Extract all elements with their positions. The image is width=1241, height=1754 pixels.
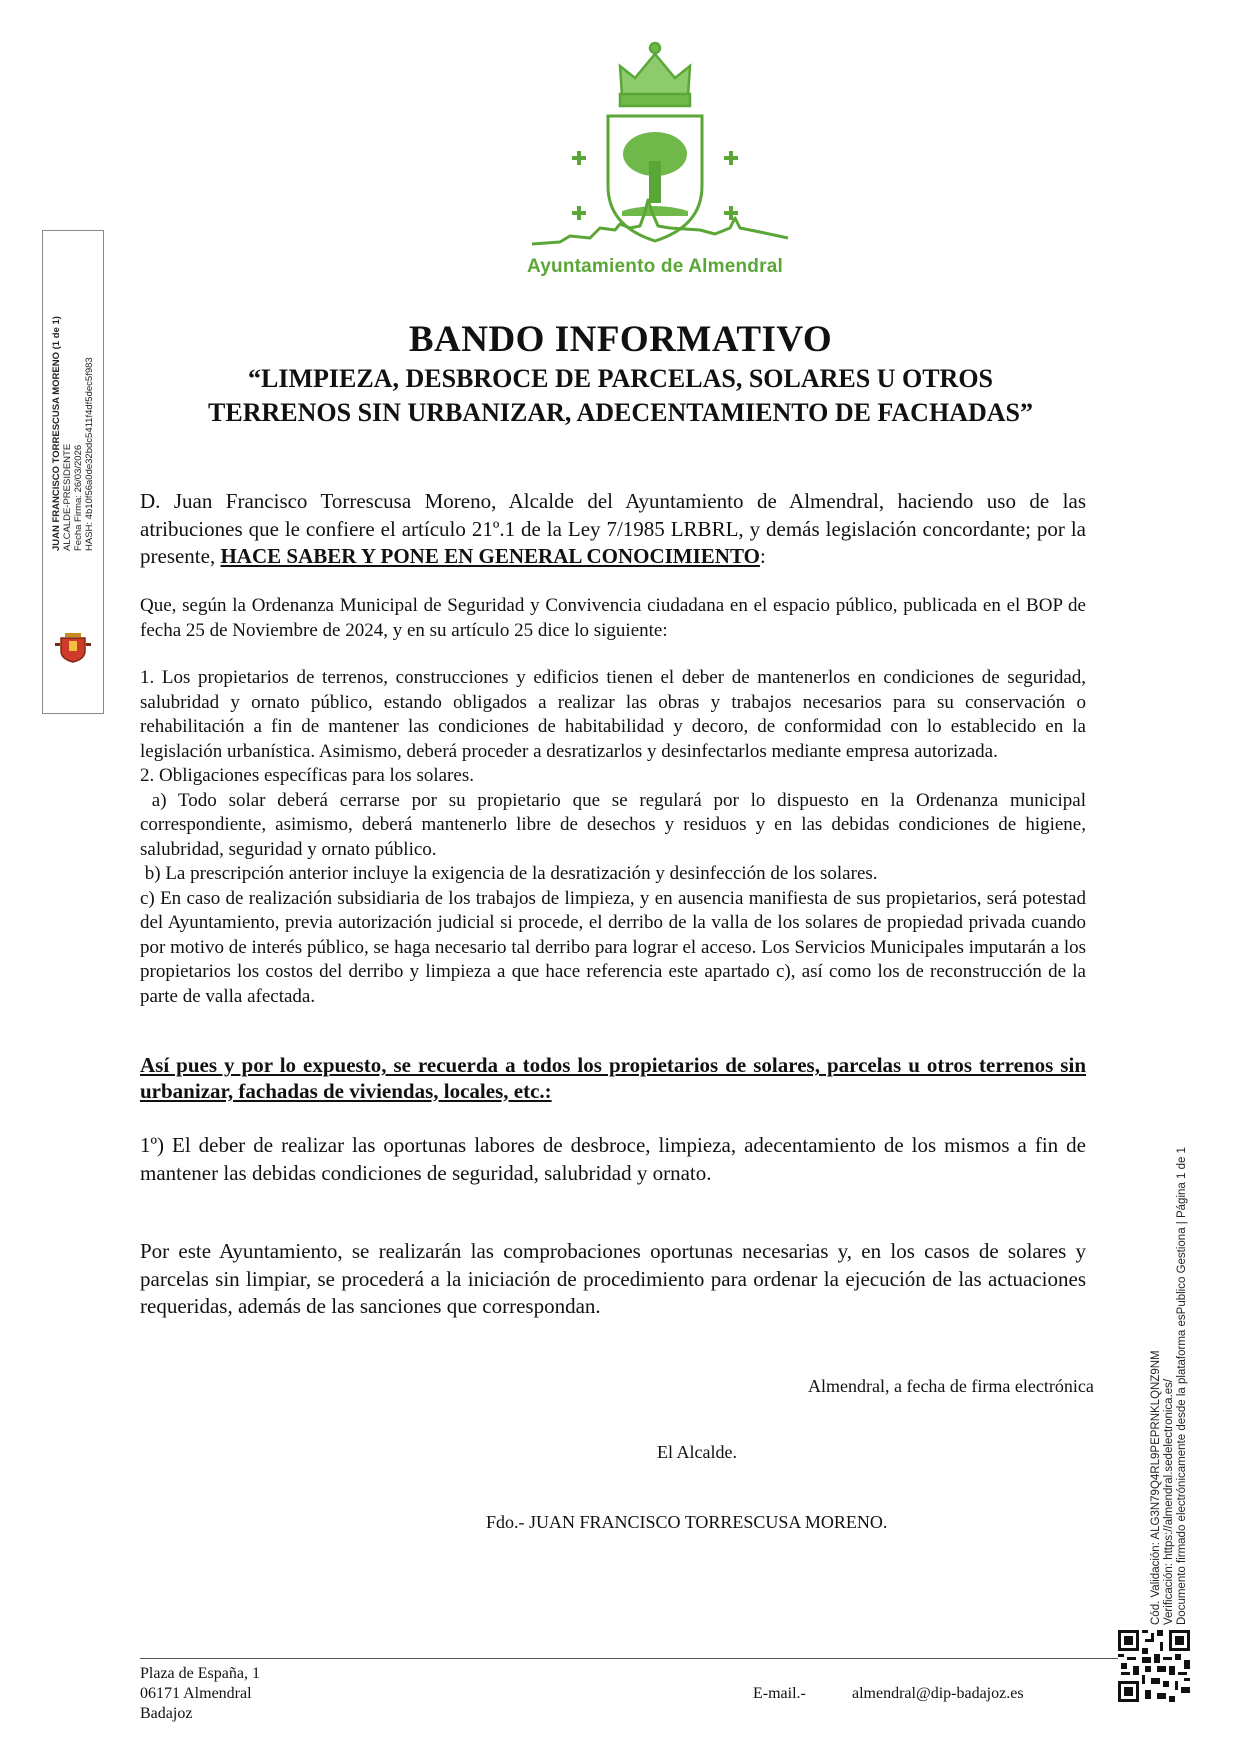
municipal-seal-icon (53, 629, 93, 663)
article-point-2a: a) Todo solar deberá cerrarse por su propietario que se regulará por lo dispuesto en la Ordenanza municipal correspondiente, asimismo, deberá mantenerlo libre de desechos y residuos y en las debidas condiciones de higiene, salubridad, seguridad y ornato público. (140, 789, 1091, 860)
verification-strip (1150, 1095, 1200, 1625)
article-point-2c: c) En caso de realización subsidiaria de los trabajos de limpieza, y en ausencia manifiesta de sus propietarios, será potestad del Ayuntamiento, previa autorización judicial si procede, el derribo de la valla de los solares de propiedad privada cuando por motivo de interés público, se haga necesario tal derribo para lograr el acceso. Los Servicios Municipales imputarán a los propietarios los costos del derribo y limpieza a que hace referencia este apartado c), así como los de reconstrucción de la parte de valla afectada. (140, 887, 1086, 1007)
skyline-icon (530, 198, 790, 250)
subtitle-line-1: “LIMPIEZA, DESBROCE DE PARCELAS, SOLARES U OTROS (248, 364, 993, 393)
signer-name: JUAN FRANCISCO TORRESCUSA MORENO (51, 352, 62, 551)
footer-address-1: Plaza de España, 1 (140, 1665, 260, 1682)
validation-code: Cód. Validación: ALG3N79Q4RL9PEPRNKLQNZ9NM (1150, 1350, 1162, 1625)
signer-title: El Alcalde. (657, 1442, 737, 1462)
reminder-heading: Así pues y por lo expuesto, se recuerda a todos los propietarios de solares, parcelas u otros terrenos sin urbanizar, fachadas de viviendas, locales, etc.: (140, 1053, 1086, 1103)
duty-point-1: 1º) El deber de realizar las oportunas labores de desbroce, limpieza, adecentamiento de los mismos a fin de mantener las debidas condiciones de seguridad, salubridad y ornato. (140, 1133, 1086, 1185)
signed-by: Fdo.- JUAN FRANCISCO TORRESCUSA MORENO. (486, 1512, 888, 1532)
footer-divider (140, 1658, 1118, 1659)
footer-address-2: 06171 Almendral (140, 1685, 252, 1702)
footer-email-link[interactable]: almendral@dip-badajoz.es (852, 1685, 1024, 1702)
page-title: BANDO INFORMATIVO (408, 319, 833, 360)
footer-email-label: E-mail.- (753, 1685, 806, 1702)
signer-role: ALCALDE-PRESIDENTE (62, 443, 73, 551)
article-point-2: 2. Obligaciones específicas para los solares. (140, 765, 474, 786)
qr-code-icon[interactable] (1118, 1630, 1190, 1702)
enforcement-paragraph: Por este Ayuntamiento, se realizarán las comprobaciones oportunas necesarias y, en los casos de solares y parcelas sin limpiar, se procederá a la iniciación de procedimiento para ordenar la ejecución de las actuaciones requeridas, además de las sanciones que correspondan. (140, 1239, 1086, 1318)
article-point-1: 1. Los propietarios de terrenos, construcciones y edificios tienen el deber de mantenerlos en condiciones de seguridad, salubridad y ornato público, estando obligados a realizar las obras y trabajos necesarios para su conservación o rehabilitación a fin de mantener las condiciones de habitabilidad y decoro, de conformidad con lo establecido en la legislación urbanística. Asimismo, deberá proceder a desratizarlos y desinfectarlos mediante empresa autorizada. (140, 667, 1086, 762)
article-point-2b: b) La prescripción anterior incluye la exigencia de la desratización y desinfección de los solares. (140, 863, 878, 884)
footer-address-3: Badajoz (140, 1705, 193, 1722)
subtitle-line-2: TERRENOS SIN URBANIZAR, ADECENTAMIENTO DE FACHADAS” (208, 398, 1033, 427)
intro-end: : (759, 544, 766, 568)
intro-text: D. Juan Francisco Torrescusa Moreno, Alcalde del Ayuntamiento de Almendral, haciendo uso de las atribuciones que le confiere el artículo 21º.1 de la Ley 7/1985 LRBRL, y demás legislación concordante; por la presente, (140, 489, 1086, 568)
signature-date: Fecha Firma: 26/03/2026 (73, 444, 84, 551)
signature-place-date: Almendral, a fecha de firma electrónica (808, 1376, 1094, 1396)
verification-note: Documento firmado electrónicamente desde la plataforma esPublico Gestiona | Página 1 de 1 (1176, 1147, 1188, 1625)
que-paragraph: Que, según la Ordenanza Municipal de Seguridad y Convivencia ciudadana en el espacio público, publicada en el BOP de fecha 25 de Noviembre de 2024, y en su artículo 25 dice lo siguiente: (140, 595, 1086, 641)
logo-name: Ayuntamiento de Almendral (527, 256, 783, 277)
article-25-text (140, 666, 1091, 1009)
intro-highlight: HACE SABER Y PONE EN GENERAL CONOCIMIENTO (220, 544, 760, 568)
signature-box (42, 230, 104, 714)
verification-url[interactable]: Verificación: https://almendral.sedelectronica.es/ (1163, 1378, 1175, 1625)
signature-page-marker: (1 de 1) (51, 316, 62, 350)
intro-paragraph (140, 488, 1086, 571)
signature-hash: HASH: 4b10f56a0de32bdc5411f4df5dec5f983 (84, 357, 95, 551)
